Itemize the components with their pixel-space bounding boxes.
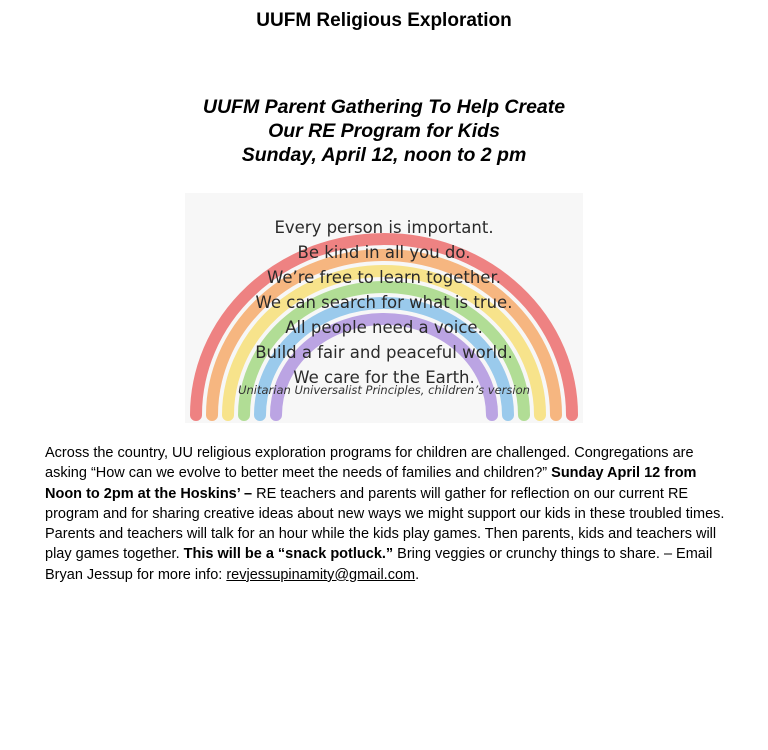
event-description bbox=[45, 443, 735, 585]
principles-caption: Unitarian Universalist Principles, children’s version bbox=[238, 383, 530, 397]
description-date-location: Sunday April 12 from Noon to 2pm at the Hoskins’ – bbox=[45, 465, 697, 502]
principle-1: Every person is important. bbox=[274, 218, 494, 237]
principles-list bbox=[185, 215, 583, 390]
headline-line-3: Sunday, April 12, noon to 2 pm bbox=[241, 144, 527, 166]
description-text-1: Across the country, UU religious exploration programs for children are challenged. Congregations are asking “How can we evolve to better meet the needs of families and children?” bbox=[45, 445, 694, 482]
principle-7: We care for the Earth. bbox=[293, 368, 475, 387]
description-text-2: RE teachers and parents will gather for reflection on our current RE program and for sharing creative ideas about new ways we might support our kids in these troubled times. Parents and teachers will talk for an hour while the kids play games. Then parents, kids and teachers will play games together. bbox=[45, 485, 725, 563]
principle-5: All people need a voice. bbox=[285, 318, 483, 337]
description-snack-potluck: This will be a “snack potluck.” bbox=[183, 546, 394, 563]
principle-2: Be kind in all you do. bbox=[297, 243, 471, 262]
principle-3: We’re free to learn together. bbox=[267, 268, 501, 287]
description-text-3: Bring veggies or crunchy things to share. – Email Bryan Jessup for more info: bbox=[45, 546, 713, 583]
headline-line-1: UUFM Parent Gathering To Help Create bbox=[202, 96, 566, 118]
rainbow-principles-image bbox=[185, 193, 583, 423]
principle-6: Build a fair and peaceful world. bbox=[255, 343, 513, 362]
description-ending: . bbox=[415, 566, 420, 583]
contact-email-link[interactable]: revjessupinamity@gmail.com bbox=[226, 566, 416, 583]
principle-4: We can search for what is true. bbox=[255, 293, 513, 312]
headline-line-2: Our RE Program for Kids bbox=[268, 120, 500, 142]
page-title: UUFM Religious Exploration bbox=[256, 10, 512, 31]
event-headline bbox=[0, 95, 768, 167]
